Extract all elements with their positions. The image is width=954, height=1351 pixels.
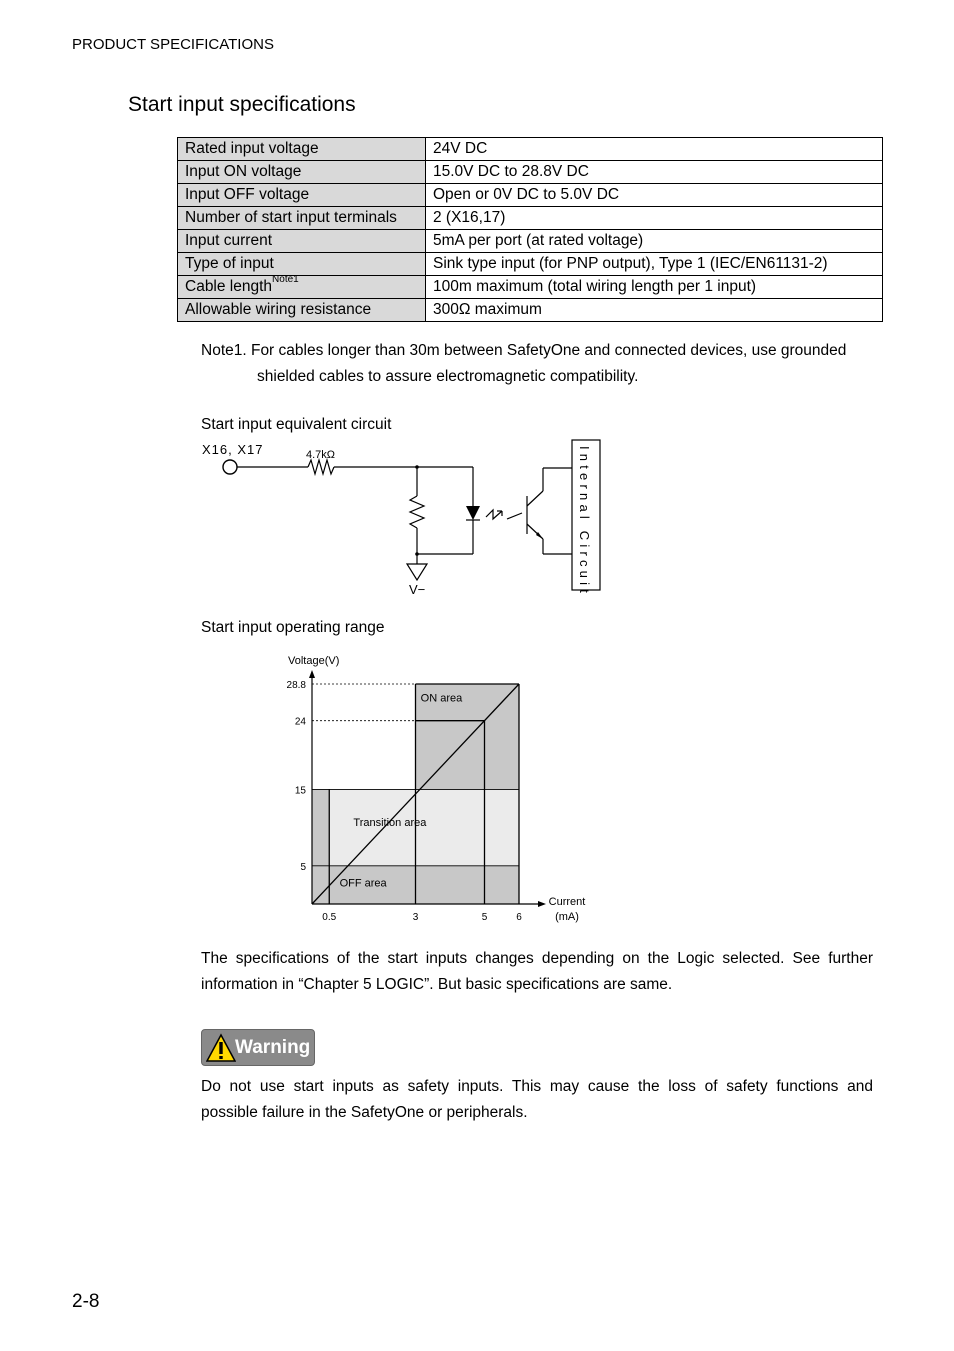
spec-row <box>178 230 883 253</box>
spec-key <box>178 207 426 230</box>
y-axis-arrow <box>309 670 315 678</box>
x-tick-label: 6 <box>516 912 522 923</box>
spec-value: 15.0V DC to 28.8V DC <box>426 161 883 184</box>
ground-symbol <box>407 564 427 580</box>
warning-text <box>201 1074 873 1126</box>
warning-label: Warning <box>235 1037 311 1058</box>
spec-value: 300Ω maximum <box>426 299 883 322</box>
logic-paragraph <box>201 946 873 998</box>
resistor-label: 4.7kΩ <box>306 449 336 461</box>
spec-row <box>178 299 883 322</box>
x-axis-label-unit: (mA) <box>555 911 579 923</box>
spec-key-text: Input OFF voltage <box>185 186 310 203</box>
y-tick-label: 15 <box>294 785 306 797</box>
low-current-region <box>312 789 329 904</box>
terminal-label: X16, X17 <box>202 442 264 457</box>
spec-key-text: Cable length <box>185 278 273 295</box>
spec-row <box>178 253 883 276</box>
spec-key <box>178 184 426 207</box>
note <box>201 338 873 390</box>
x-tick-label: 0.5 <box>322 912 337 923</box>
terminal-circle <box>223 460 237 474</box>
spec-value: 24V DC <box>426 138 883 161</box>
spec-row <box>178 276 883 299</box>
page-header: PRODUCT SPECIFICATIONS <box>72 36 274 53</box>
y-tick-label: 24 <box>294 716 306 728</box>
note-reference: Note1 <box>272 274 299 285</box>
y-tick-label: 5 <box>300 861 306 873</box>
spec-key <box>178 253 426 276</box>
warning-triangle-icon <box>206 1033 236 1063</box>
spec-row <box>178 207 883 230</box>
spec-table <box>177 137 883 322</box>
led-diode-icon <box>466 506 480 520</box>
on-area-label: ON area <box>420 692 463 705</box>
spec-key-text: Input ON voltage <box>185 163 302 180</box>
transition-area-label: Transition area <box>353 817 427 830</box>
warning-text-line-1: Do not use start inputs as safety inputs. This may cause the loss of safety functions and <box>201 1078 873 1095</box>
spec-key-text: Input current <box>185 232 273 249</box>
page-number: 2-8 <box>72 1291 100 1312</box>
x-tick-label: 3 <box>412 912 419 923</box>
spec-row <box>178 184 883 207</box>
spec-value: 5mA per port (at rated voltage) <box>426 230 883 253</box>
spec-key-text: Number of start input terminals <box>185 209 397 226</box>
spec-key <box>178 138 426 161</box>
warning-badge <box>201 1029 315 1066</box>
spec-value: 100m maximum (total wiring length per 1 input) <box>426 276 883 299</box>
note-line-2: shielded cables to assure electromagnetic compatibility. <box>257 368 639 385</box>
x-axis-label: Current <box>548 896 586 908</box>
spec-key <box>178 276 426 299</box>
spec-key-text: Allowable wiring resistance <box>185 301 372 318</box>
circuit-caption: Start input equivalent circuit <box>201 416 392 433</box>
x-tick-label: 5 <box>481 912 488 923</box>
spec-value: Sink type input (for PNP output), Type 1 (IEC/EN61131-2) <box>426 253 883 276</box>
note-line-1: Note1. For cables longer than 30m between SafetyOne and connected devices, use grounded <box>201 342 847 359</box>
spec-key-text: Rated input voltage <box>185 140 319 157</box>
spec-key-text: Type of input <box>185 255 274 272</box>
section-title: Start input specifications <box>128 93 356 116</box>
off-area-label: OFF area <box>339 877 387 890</box>
spec-value: Open or 0V DC to 5.0V DC <box>426 184 883 207</box>
warning-text-line-2: possible failure in the SafetyOne or peripherals. <box>201 1104 528 1121</box>
x-axis-arrow <box>538 901 546 907</box>
paragraph-line-2: information in “Chapter 5 LOGIC”. But basic specifications are same. <box>201 976 673 993</box>
y-tick-label: 28.8 <box>286 680 306 691</box>
paragraph-line-1: The specifications of the start inputs changes depending on the Logic selected. See further <box>201 950 873 967</box>
ground-label: V− <box>409 582 426 597</box>
spec-row <box>178 138 883 161</box>
range-chart-caption: Start input operating range <box>201 619 385 636</box>
internal-circuit-label: Internal Circuit <box>577 446 592 598</box>
equivalent-circuit-diagram <box>196 436 606 600</box>
spec-row <box>178 161 883 184</box>
y-axis-label: Voltage(V) <box>288 655 340 667</box>
spec-key <box>178 299 426 322</box>
spec-value: 2 (X16,17) <box>426 207 883 230</box>
spec-key <box>178 161 426 184</box>
spec-key <box>178 230 426 253</box>
input-resistor <box>308 460 334 474</box>
operating-range-chart <box>270 648 610 930</box>
shunt-resistor <box>410 496 424 528</box>
